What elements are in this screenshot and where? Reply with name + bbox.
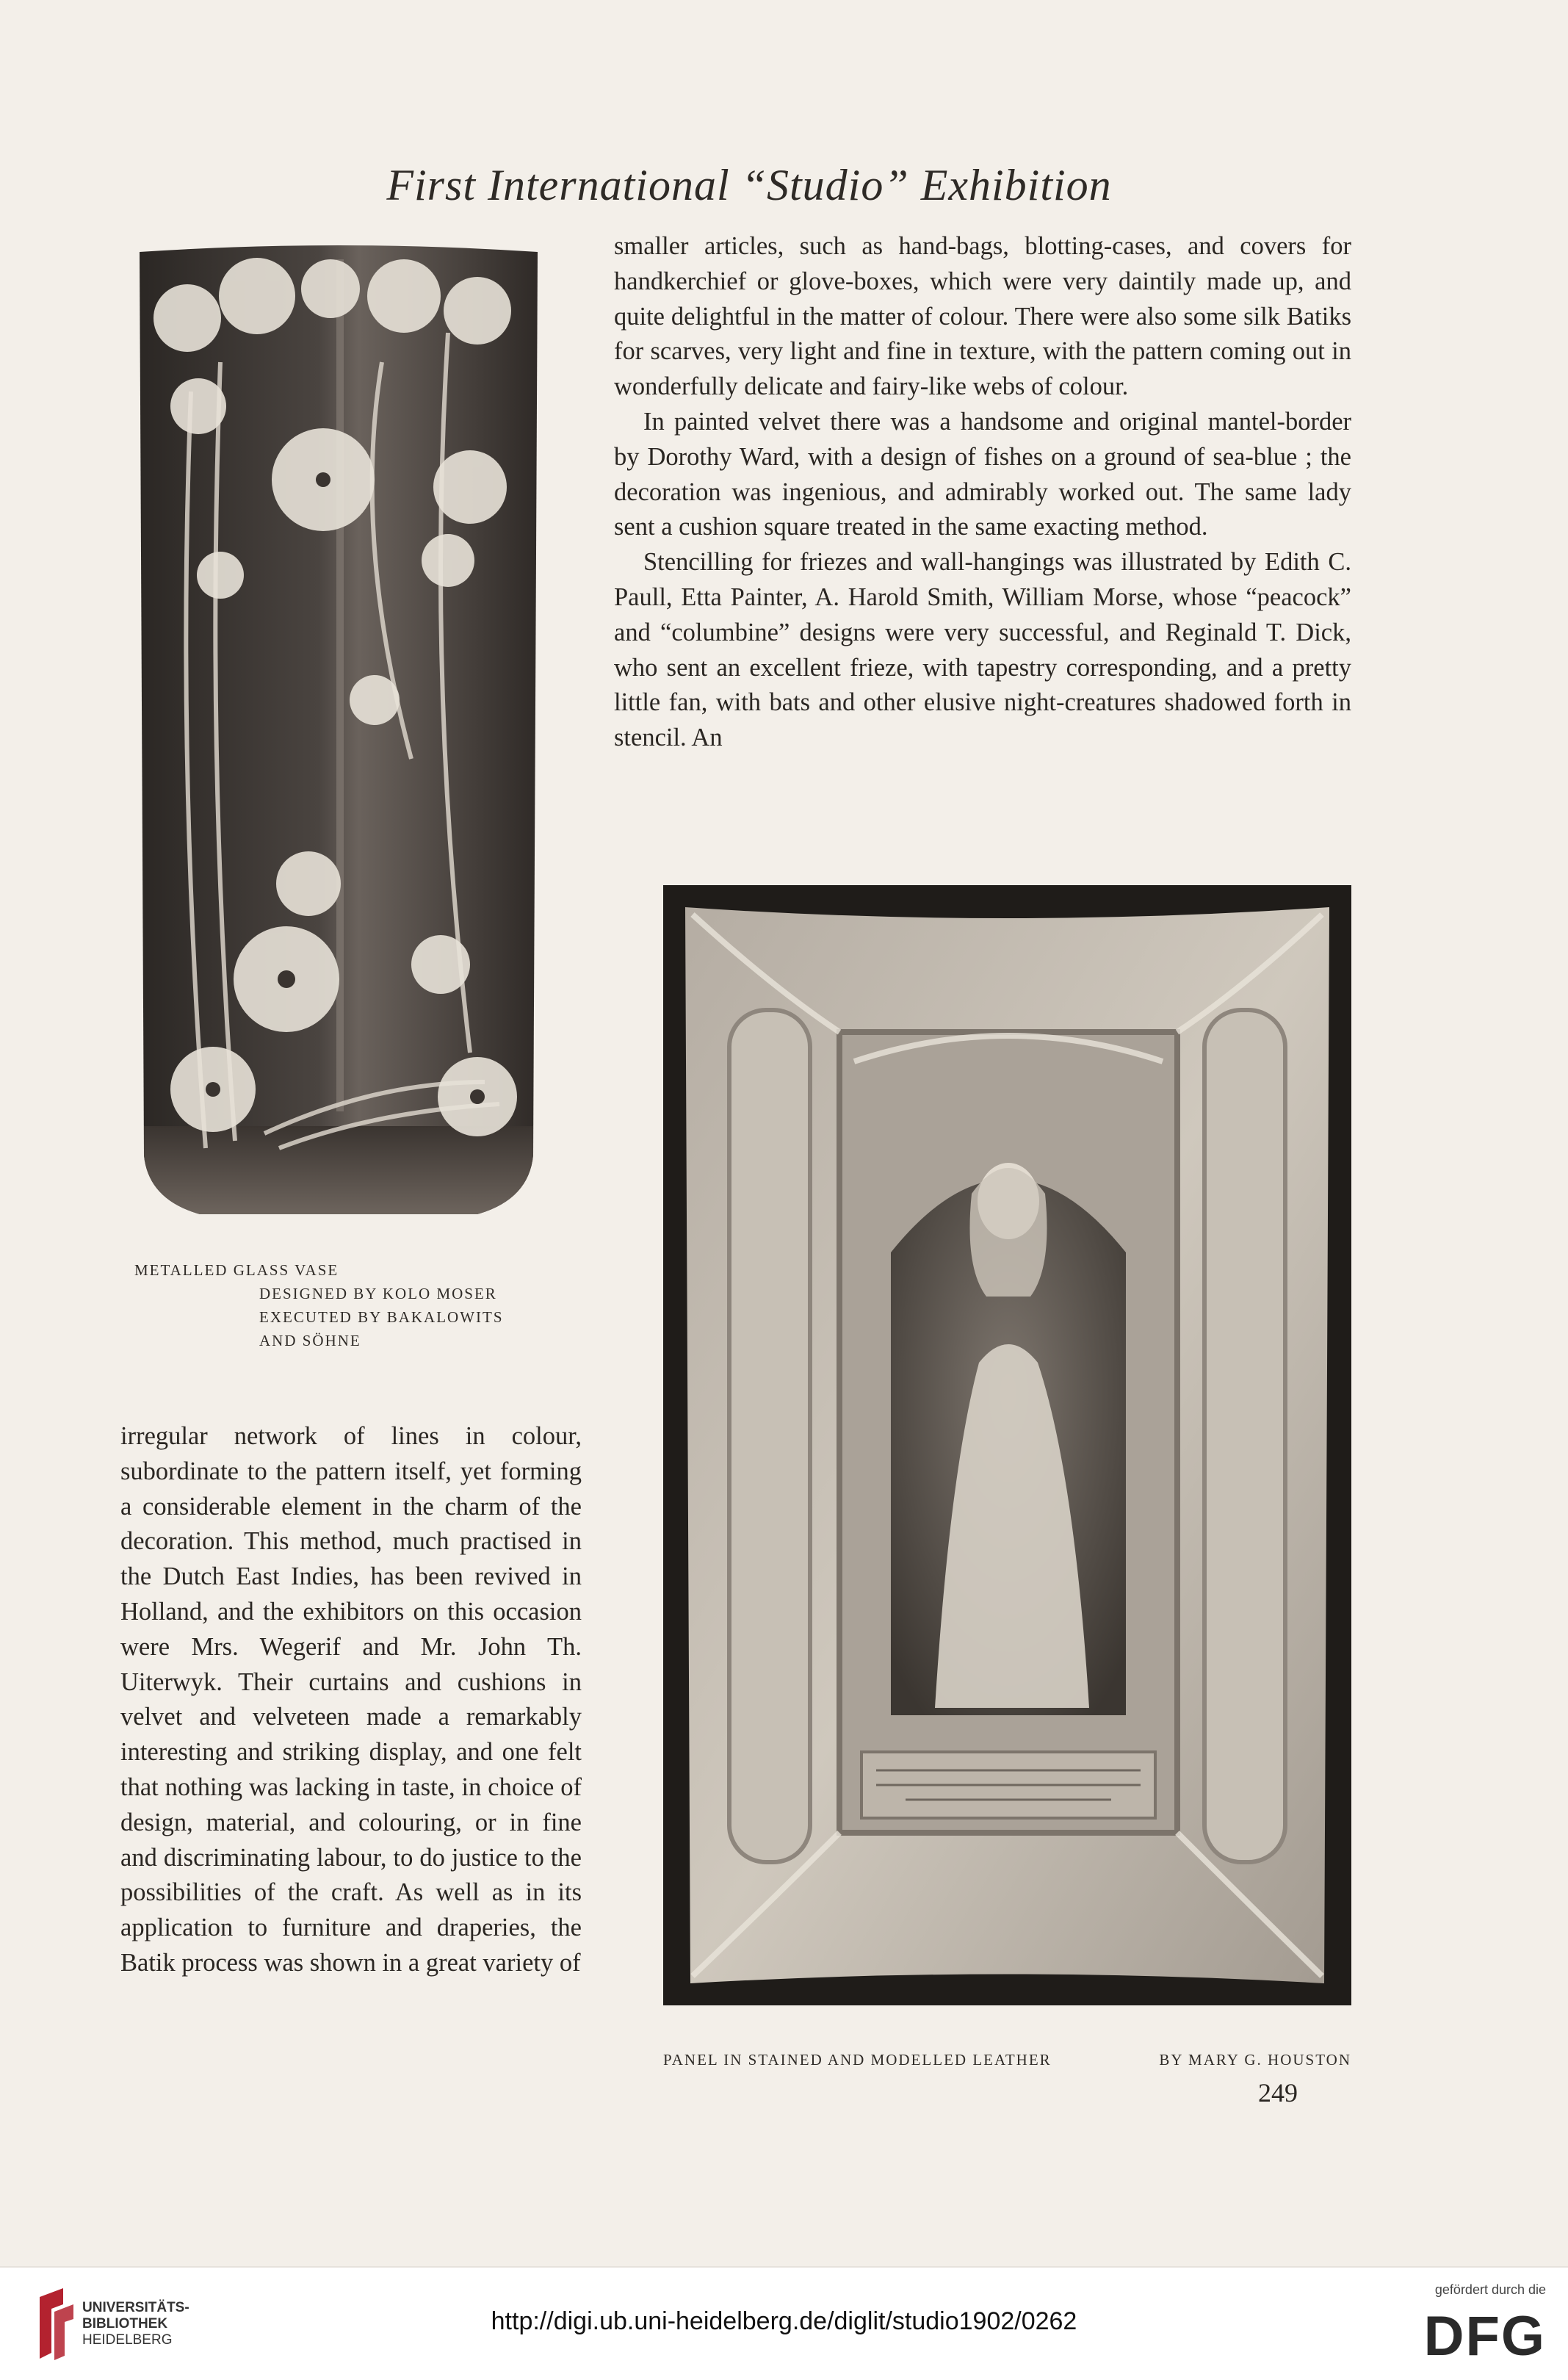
- paragraph: irregular network of lines in colour, subordinate to the pattern itself, yet forming a considerable element in the charm of the decoration. This method, much practised in the Dutch East Indies, has been revived in Holland, and the exhibitors on this occasion were Mrs. Wegerif and Mr. John Th. Uiterwyk. Their curtains and cushions in velvet and velveteen made a remarkably interesting and striking display, and one felt that nothing was lacking in taste, in choice of design, material, and colouring, or in fine and discriminating labour, to do justice to the possibilities of the craft. As well as in its application to furniture and draperies, the Batik process was shown in a great variety of: [120, 1422, 582, 1977]
- running-title: First International “Studio” Exhibition: [386, 161, 1112, 209]
- panel-caption: [663, 2048, 1351, 2071]
- vase-caption-line: AND SÖHNE: [259, 1332, 361, 1349]
- panel-caption-artist: BY MARY G. HOUSTON: [1159, 2051, 1351, 2069]
- library-name-line: UNIVERSITÄTS-: [82, 2300, 189, 2315]
- page-number: 249: [1258, 2078, 1298, 2107]
- vase-caption-line: EXECUTED BY BAKALOWITS: [259, 1308, 504, 1326]
- digitization-footer: [0, 2266, 1568, 2380]
- permalink-url[interactable]: http://digi.ub.uni-heidelberg.de/diglit/studio1902/0262: [491, 2307, 1077, 2335]
- right-column-text: [614, 229, 1351, 756]
- left-column-text: [120, 1419, 582, 1981]
- vase-caption: [134, 1258, 575, 1352]
- vase-caption-line: DESIGNED BY KOLO MOSER: [259, 1285, 497, 1302]
- library-name-line: HEIDELBERG: [82, 2332, 173, 2348]
- library-name-line: BIBLIOTHEK: [82, 2316, 168, 2332]
- metalled-glass-vase-image: [132, 245, 545, 1226]
- paragraph: In painted velvet there was a handsome and original mantel-border by Dorothy Ward, with a design of fishes on a ground of sea-blue ; the decoration was ingenious, and admirably worked out. The same lady sent a cushion square treated in the same exacting method.: [614, 407, 1351, 541]
- panel-caption-title: PANEL IN STAINED AND MODELLED LEATHER: [663, 2051, 1052, 2069]
- leather-panel-image: [663, 885, 1351, 2005]
- paragraph: Stencilling for friezes and wall-hangings was illustrated by Edith C. Paull, Etta Painter, A. Harold Smith, William Morse, whose “peacock” and “columbine” designs were very successful, and Reginald T. Dick, who sent an excellent frieze, with tapestry corresponding, and a pretty little fan, with bats and other elusive night-creatures shadowed forth in stencil. An: [614, 548, 1351, 752]
- funder-note: gefördert durch die: [1434, 2282, 1546, 2297]
- paragraph: smaller articles, such as hand-bags, blotting-cases, and covers for handkerchief or glove-boxes, which were very daintily made up, and quite delightful in the matter of colour. There were also some silk Batiks for scarves, very light and fine in texture, with the pattern coming out in wonderfully delicate and fairy-like webs of colour.: [614, 232, 1351, 401]
- dfg-logo: DFG: [1423, 2305, 1546, 2368]
- vase-caption-line: METALLED GLASS VASE: [134, 1261, 339, 1279]
